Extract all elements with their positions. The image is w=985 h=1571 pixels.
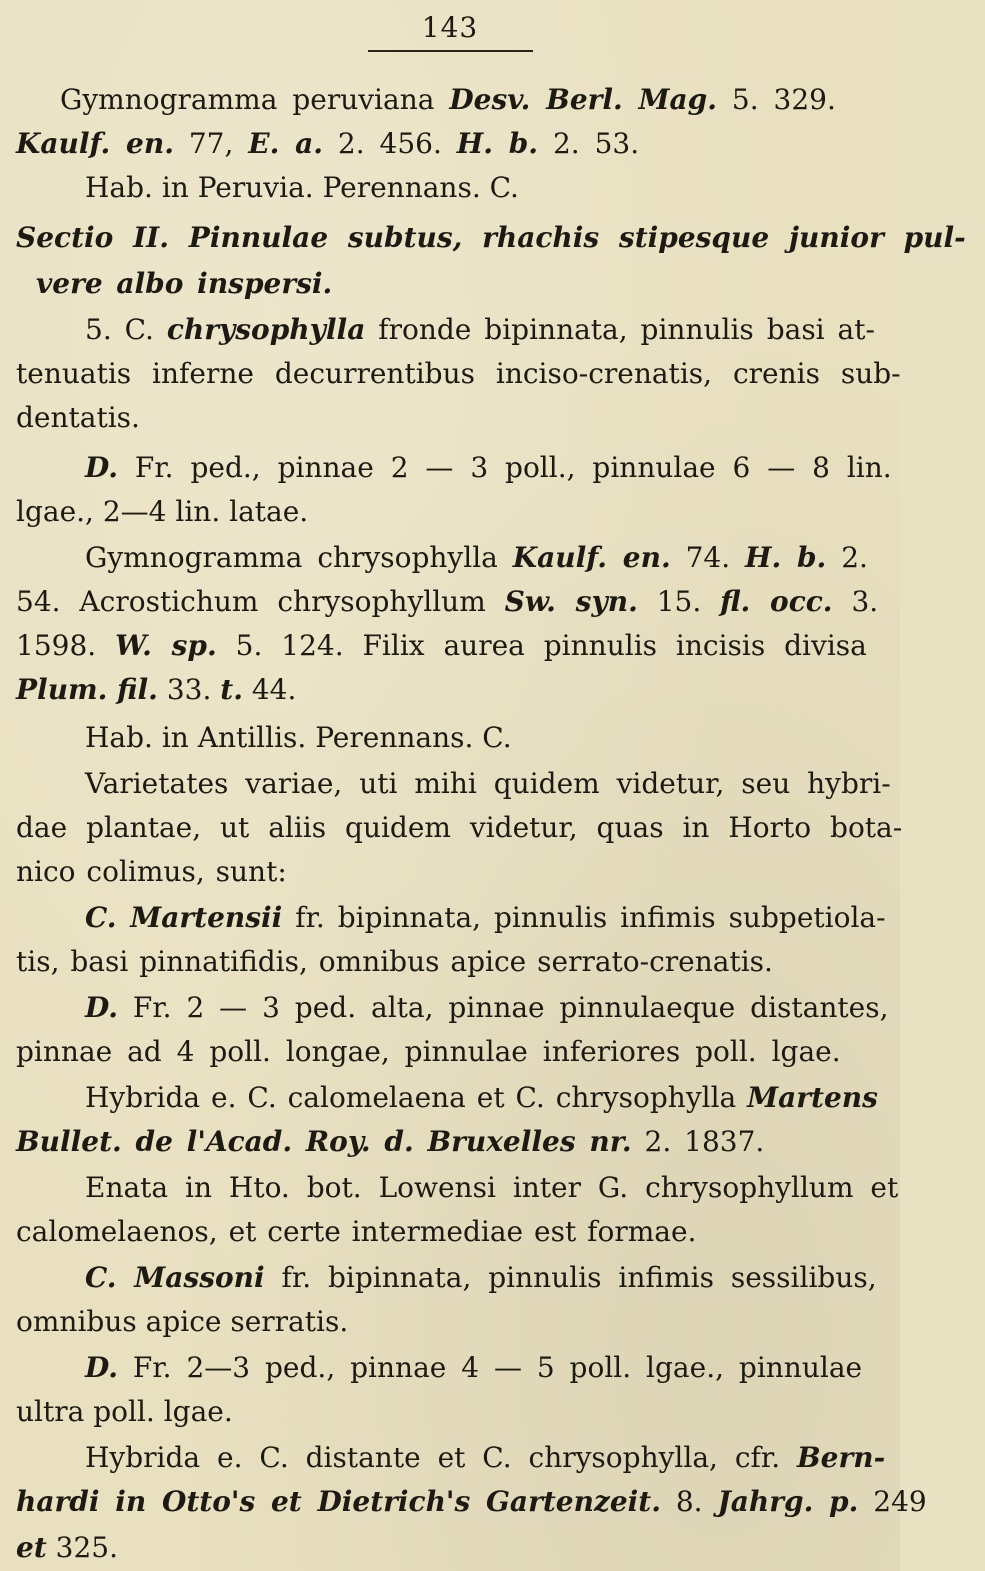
- text-line: [16, 490, 916, 534]
- italic-text: Bullet. de l'Acad. Roy. d. Bruxelles nr.: [16, 1125, 632, 1158]
- italic-text: fl. occ.: [720, 585, 833, 618]
- text-line: [85, 1346, 985, 1390]
- page-number: 143: [421, 11, 479, 44]
- roman-text: lgae., 2—4 lin. latae.: [16, 495, 309, 528]
- text-line: [16, 1120, 916, 1164]
- roman-text: ultra poll. lgae.: [16, 1395, 233, 1428]
- text-line: [85, 1166, 985, 1210]
- roman-text: tenuatis inferne decurrentibus inciso-crenatis, crenis sub-: [16, 357, 901, 390]
- roman-text: 74.: [670, 541, 746, 574]
- italic-text: D.: [85, 451, 119, 484]
- italic-text: t.: [220, 673, 243, 706]
- header-rule: [368, 50, 533, 52]
- text-line: [85, 308, 985, 352]
- text-line: [85, 1436, 985, 1480]
- text-line: [16, 940, 916, 984]
- italic-text: et: [16, 1531, 47, 1564]
- text-line: [16, 352, 916, 396]
- text-line: [16, 580, 916, 624]
- roman-text: Enata in Hto. bot. Lowensi inter G. chrysophyllum et: [85, 1171, 899, 1204]
- text-line: [85, 446, 985, 490]
- roman-text: 54. Acrostichum chrysophyllum: [16, 585, 505, 618]
- roman-text: calomelaenos, et certe intermediae est formae.: [16, 1215, 697, 1248]
- text-line: [16, 1526, 916, 1570]
- italic-text: Bern-: [797, 1441, 886, 1474]
- italic-text: E. a.: [248, 127, 324, 160]
- roman-text: 5. 329.: [716, 83, 836, 116]
- roman-text: Hab. in Peruvia. Perennans. C.: [85, 171, 519, 204]
- roman-text: tis, basi pinnatifidis, omnibus apice serrato-crenatis.: [16, 945, 773, 978]
- text-line: [85, 536, 985, 580]
- text-line: [16, 1390, 916, 1434]
- roman-text: Fr. ped., pinnae 2 — 3 poll., pinnulae 6 — 8 lin.: [118, 451, 892, 484]
- italic-text: D.: [85, 991, 119, 1024]
- roman-text: 2. 1837.: [631, 1125, 765, 1158]
- text-line: [85, 1256, 985, 1300]
- roman-text: 2. 53.: [538, 127, 640, 160]
- italic-text: D.: [85, 1351, 119, 1384]
- roman-text: Hybrida e. C. distante et C. chrysophylla, cfr.: [85, 1441, 797, 1474]
- text-line: [16, 1480, 927, 1524]
- italic-text: Plum. fil.: [16, 673, 158, 706]
- text-line: [60, 78, 960, 122]
- italic-text: Sw. syn.: [504, 585, 638, 618]
- roman-text: omnibus apice serratis.: [16, 1305, 349, 1338]
- italic-text: Martens: [747, 1081, 878, 1114]
- roman-text: pinnae ad 4 poll. longae, pinnulae inferiores poll. lgae.: [16, 1035, 841, 1068]
- italic-text: vere albo inspersi.: [36, 267, 333, 300]
- roman-text: dae plantae, ut aliis quidem videtur, quas in Horto bota-: [16, 811, 903, 844]
- italic-text: chrysophylla: [166, 313, 366, 346]
- roman-text: 15.: [637, 585, 721, 618]
- text-line: [85, 716, 985, 760]
- italic-text: Kaulf. en.: [512, 541, 671, 574]
- roman-text: 2.: [826, 541, 868, 574]
- roman-text: 5. C.: [85, 313, 167, 346]
- roman-text: 8.: [660, 1485, 718, 1518]
- roman-text: 77,: [173, 127, 249, 160]
- roman-text: 325.: [46, 1531, 118, 1564]
- italic-text: C. Martensii: [85, 901, 283, 934]
- roman-text: fronde bipinnata, pinnulis basi at-: [365, 313, 875, 346]
- italic-text: H. b.: [745, 541, 827, 574]
- text-line: [85, 986, 985, 1030]
- roman-text: 1598.: [16, 629, 116, 662]
- roman-text: fr. bipinnata, pinnulis infimis sessilibus,: [264, 1261, 877, 1294]
- italic-text: Desv. Berl. Mag.: [449, 83, 717, 116]
- text-line: [85, 762, 985, 806]
- roman-text: Hybrida e. C. calomelaena et C. chrysophylla: [85, 1081, 748, 1114]
- roman-text: 33.: [157, 673, 221, 706]
- roman-text: fr. bipinnata, pinnulis infimis subpetiola-: [282, 901, 886, 934]
- roman-text: nico colimus, sunt:: [16, 855, 287, 888]
- roman-text: dentatis.: [16, 401, 140, 434]
- text-line: [16, 122, 916, 166]
- italic-text: Sectio II. Pinnulae subtus, rhachis stipesque junior pul-: [16, 221, 966, 254]
- italic-text: C. Massoni: [85, 1261, 265, 1294]
- italic-text: H. b.: [456, 127, 539, 160]
- roman-text: 5. 124. Filix aurea pinnulis incisis divisa: [216, 629, 867, 662]
- text-line: [85, 1076, 985, 1120]
- roman-text: 2. 456.: [323, 127, 457, 160]
- roman-text: Gymnogramma chrysophylla: [85, 541, 513, 574]
- roman-text: Gymnogramma peruviana: [60, 83, 450, 116]
- roman-text: Fr. 2 — 3 ped. alta, pinnae pinnulaeque distantes,: [118, 991, 889, 1024]
- text-line: [16, 216, 966, 260]
- roman-text: Hab. in Antillis. Perennans. C.: [85, 721, 512, 754]
- roman-text: Fr. 2—3 ped., pinnae 4 — 5 poll. lgae., pinnulae: [118, 1351, 863, 1384]
- text-line: [16, 396, 916, 440]
- text-line: [16, 806, 916, 850]
- roman-text: 3.: [832, 585, 879, 618]
- italic-text: hardi in Otto's et Dietrich's Gartenzeit.: [16, 1485, 661, 1518]
- roman-text: 249: [858, 1485, 927, 1518]
- text-line: [16, 624, 916, 668]
- roman-text: Varietates variae, uti mihi quidem videtur, seu hybri-: [85, 767, 891, 800]
- text-line: [16, 850, 916, 894]
- text-line: [36, 262, 936, 306]
- text-line: [16, 1210, 916, 1254]
- text-line: [16, 1300, 916, 1344]
- text-line: [85, 166, 985, 210]
- text-line: [16, 668, 916, 712]
- italic-text: W. sp.: [115, 629, 217, 662]
- text-line: [16, 1030, 916, 1074]
- italic-text: Kaulf. en.: [16, 127, 174, 160]
- roman-text: 44.: [242, 673, 297, 706]
- italic-text: Jahrg. p.: [717, 1485, 859, 1518]
- text-line: [85, 896, 985, 940]
